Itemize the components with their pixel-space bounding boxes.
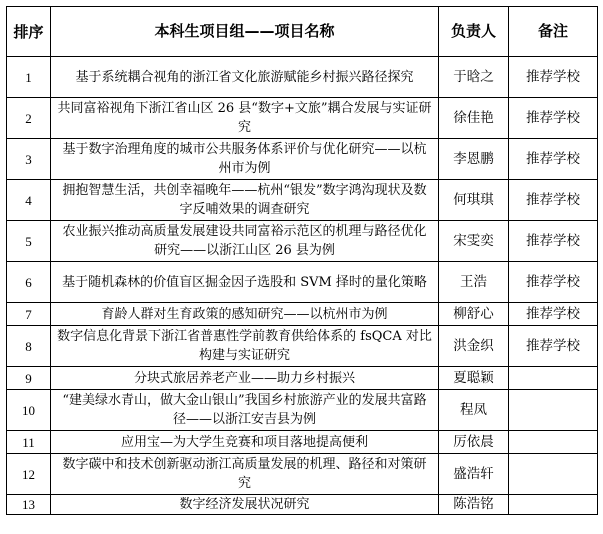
row-rank: 6 [7, 262, 51, 303]
table-row [7, 262, 598, 303]
row-note [509, 367, 598, 390]
row-title: 育龄人群对生育政策的感知研究——以杭州市为例 [51, 303, 439, 326]
row-note: 推荐学校 [509, 98, 598, 139]
table-row [7, 221, 598, 262]
row-title: 拥抱智慧生活，共创幸福晚年——杭州“银发”数字鸿沟现状及数字反哺效果的调查研究 [51, 180, 439, 221]
row-owner: 徐佳艳 [439, 98, 509, 139]
row-owner: 陈浩铭 [439, 495, 509, 515]
row-rank: 10 [7, 390, 51, 431]
table-row [7, 98, 598, 139]
row-owner: 夏聪颖 [439, 367, 509, 390]
row-rank: 3 [7, 139, 51, 180]
projects-table [6, 6, 598, 515]
table-row [7, 390, 598, 431]
row-rank: 4 [7, 180, 51, 221]
row-rank: 2 [7, 98, 51, 139]
row-owner: 厉依晨 [439, 431, 509, 454]
table-row [7, 139, 598, 180]
table-row [7, 303, 598, 326]
row-owner: 洪金织 [439, 326, 509, 367]
row-note: 推荐学校 [509, 180, 598, 221]
row-owner: 何琪琪 [439, 180, 509, 221]
row-rank: 7 [7, 303, 51, 326]
row-title: 农业振兴推动高质量发展建设共同富裕示范区的机理与路径优化研究——以浙江山区 26 县为例 [51, 221, 439, 262]
header-title: 本科生项目组——项目名称 [51, 7, 439, 57]
row-owner: 于晗之 [439, 57, 509, 98]
row-title: 共同富裕视角下浙江省山区 26 县“数字+文旅”耦合发展与实证研究 [51, 98, 439, 139]
table-row [7, 495, 598, 515]
table-row [7, 180, 598, 221]
row-rank: 5 [7, 221, 51, 262]
row-note [509, 431, 598, 454]
row-title: “建美绿水青山，做大金山银山”我国乡村旅游产业的发展共富路径——以浙江安吉县为例 [51, 390, 439, 431]
row-title: 应用宝—为大学生竞赛和项目落地提高便利 [51, 431, 439, 454]
row-note: 推荐学校 [509, 303, 598, 326]
row-title: 数字碳中和技术创新驱动浙江高质量发展的机理、路径和对策研究 [51, 454, 439, 495]
table-row [7, 454, 598, 495]
table-row [7, 57, 598, 98]
row-rank: 9 [7, 367, 51, 390]
row-owner: 王浩 [439, 262, 509, 303]
row-rank: 8 [7, 326, 51, 367]
row-note: 推荐学校 [509, 139, 598, 180]
row-rank: 13 [7, 495, 51, 515]
header-rank: 排序 [7, 7, 51, 57]
row-title: 基于系统耦合视角的浙江省文化旅游赋能乡村振兴路径探究 [51, 57, 439, 98]
row-note: 推荐学校 [509, 221, 598, 262]
row-note: 推荐学校 [509, 57, 598, 98]
row-owner: 盛浩轩 [439, 454, 509, 495]
row-title: 基于随机森林的价值盲区掘金因子选股和 SVM 择时的量化策略 [51, 262, 439, 303]
table-row [7, 326, 598, 367]
row-owner: 宋雯奕 [439, 221, 509, 262]
row-note: 推荐学校 [509, 262, 598, 303]
header-note: 备注 [509, 7, 598, 57]
row-rank: 1 [7, 57, 51, 98]
row-owner: 柳舒心 [439, 303, 509, 326]
row-rank: 12 [7, 454, 51, 495]
row-title: 基于数字治理角度的城市公共服务体系评价与优化研究——以杭州市为例 [51, 139, 439, 180]
table-row [7, 367, 598, 390]
row-note [509, 390, 598, 431]
row-note [509, 454, 598, 495]
row-note: 推荐学校 [509, 326, 598, 367]
row-owner: 李恩鹏 [439, 139, 509, 180]
header-owner: 负责人 [439, 7, 509, 57]
row-title: 数字经济发展状况研究 [51, 495, 439, 515]
row-owner: 程凤 [439, 390, 509, 431]
row-note [509, 495, 598, 515]
row-rank: 11 [7, 431, 51, 454]
row-title: 数字信息化背景下浙江省普惠性学前教育供给体系的 fsQCA 对比构建与实证研究 [51, 326, 439, 367]
header-row [7, 7, 598, 57]
row-title: 分块式旅居养老产业——助力乡村振兴 [51, 367, 439, 390]
table-row [7, 431, 598, 454]
